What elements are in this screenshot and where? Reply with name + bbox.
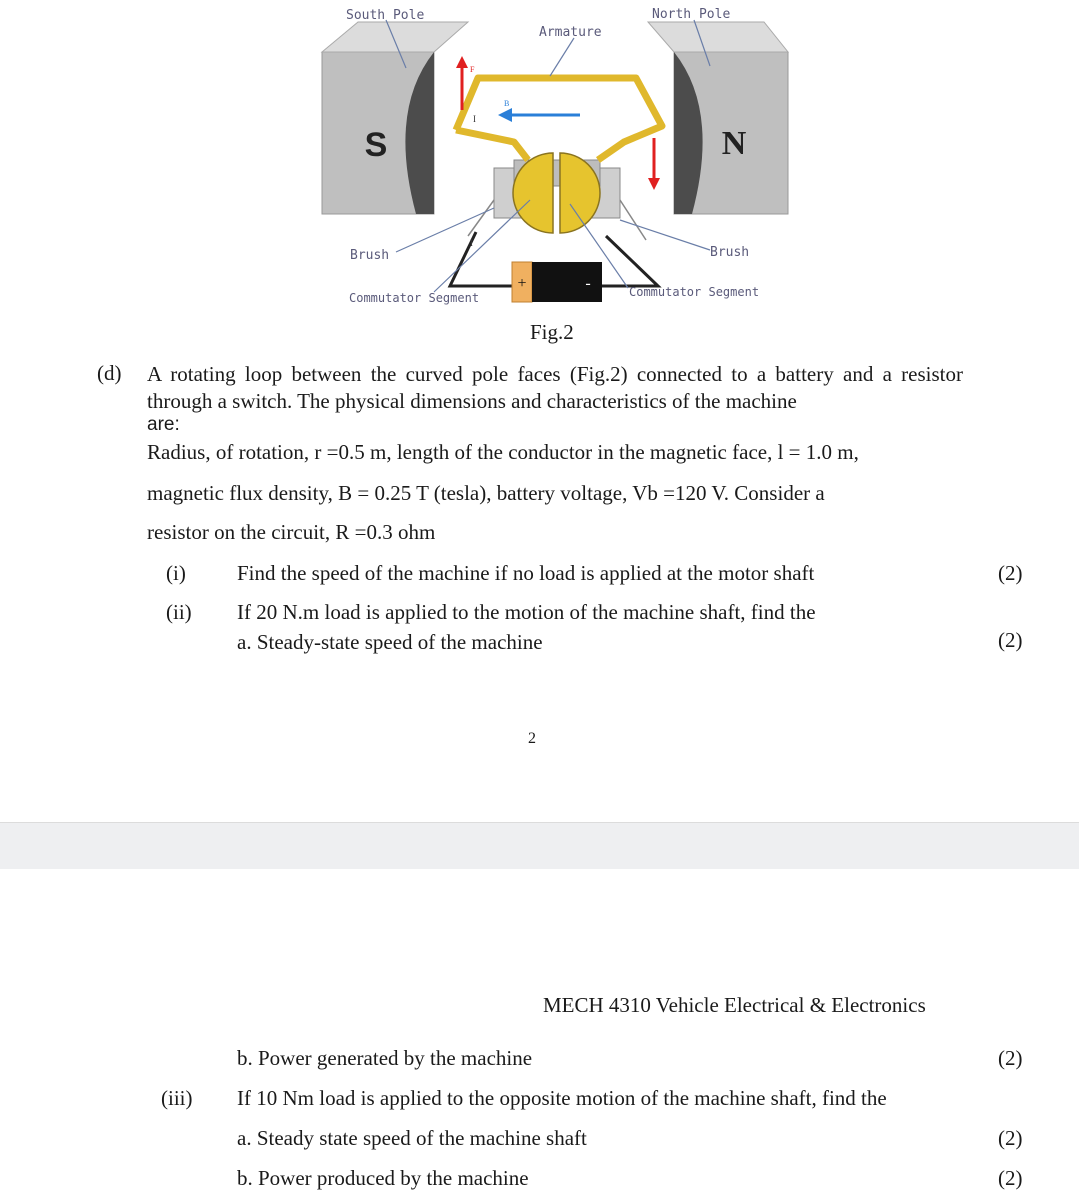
sub-part-text: a. Steady-state speed of the machine (237, 630, 543, 654)
part-number: (ii) (166, 600, 192, 624)
given-line-2: magnetic flux density, B = 0.25 T (tesla), battery voltage, Vb =120 V. Consider a (147, 481, 825, 505)
page-number-fragment: 2 (528, 730, 536, 747)
page-separator (0, 822, 1079, 870)
motor-diagram (318, 0, 798, 312)
svg-text:I: I (470, 238, 473, 248)
sub-part-text: b. Power produced by the machine (237, 1166, 529, 1190)
north-pole-label: North Pole (652, 7, 731, 22)
sub-part-text: b. Power generated by the machine (237, 1046, 533, 1070)
svg-text:I: I (473, 114, 476, 124)
brush-left-label: Brush (350, 248, 390, 263)
part-text: Find the speed of the machine if no load is applied at the motor shaft (237, 561, 815, 585)
armature-label: Armature (539, 25, 602, 40)
sub-part-marks: (2) (998, 1046, 1023, 1070)
battery-minus-sign: - (585, 275, 591, 292)
south-pole-label: South Pole (346, 8, 425, 23)
page-2 (0, 869, 1079, 1203)
part-number: (iii) (161, 1086, 193, 1110)
given-line-1: Radius, of rotation, r =0.5 m, length of the conductor in the magnetic face, l = 1.0 m, (147, 440, 859, 464)
sub-part-marks: (2) (998, 1166, 1023, 1190)
question-label: (d) (97, 361, 122, 385)
part-text: If 10 Nm load is applied to the opposite motion of the machine shaft, find the (237, 1086, 887, 1110)
south-pole-letter: S (364, 126, 388, 164)
part-marks: (2) (998, 561, 1023, 585)
commutator-right-label: Commutator Segment (629, 285, 760, 299)
battery-plus-sign: + (517, 275, 527, 292)
sub-part-marks: (2) (998, 1126, 1023, 1150)
svg-text:B: B (504, 99, 510, 108)
sub-part-marks: (2) (998, 628, 1023, 652)
commutator-left-label: Commutator Segment (349, 291, 480, 305)
part-text: If 20 N.m load is applied to the motion of the machine shaft, find the (237, 600, 816, 624)
brush-right-label: Brush (710, 245, 750, 260)
armature-loop (456, 78, 662, 160)
figure-caption: Fig.2 (530, 320, 574, 344)
given-line-3: resistor on the circuit, R =0.3 ohm (147, 520, 436, 544)
svg-text:F: F (470, 65, 475, 74)
sub-part-text: a. Steady state speed of the machine shaft (237, 1126, 587, 1150)
question-intro: A rotating loop between the curved pole faces (Fig.2) connected to a battery and a resistor through a switch. The physical dimensions and characteristics of the machine (147, 362, 963, 413)
north-pole-letter: N (721, 125, 747, 162)
course-footer: MECH 4310 Vehicle Electrical & Electronics (543, 993, 926, 1017)
part-number: (i) (166, 561, 186, 585)
battery-body (532, 262, 602, 302)
question-are: are: (147, 414, 180, 435)
